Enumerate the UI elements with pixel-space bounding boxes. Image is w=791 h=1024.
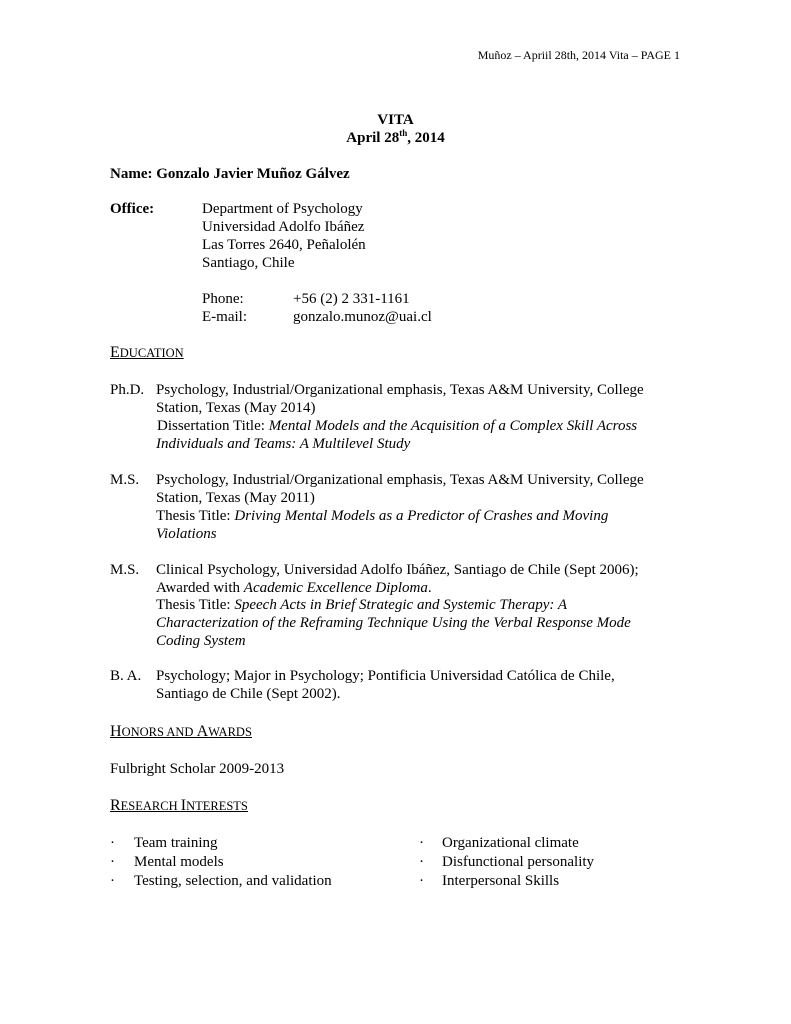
document-date: April 28th, 2014 xyxy=(346,128,445,146)
interest-item: Disfunctional personality xyxy=(442,854,595,870)
degree-label: B. A. xyxy=(110,668,142,684)
degree-detail: Station, Texas (May 2014) xyxy=(156,400,316,416)
phone-value: +56 (2) 2 331-1161 xyxy=(293,291,410,307)
interest-item: Mental models xyxy=(134,854,224,870)
office-line: Las Torres 2640, Peñalolén xyxy=(202,237,366,253)
office-label: Office: xyxy=(110,201,155,217)
section-heading-honors: HONORS AND AWARDS xyxy=(110,723,252,740)
bullet-icon: · xyxy=(110,873,115,889)
phone-label: Phone: xyxy=(202,291,244,307)
thesis-title: Thesis Title: Speech Acts in Brief Strategic and Systemic Therapy: A xyxy=(156,597,568,613)
email-label: E-mail: xyxy=(202,309,247,325)
degree-label: M.S. xyxy=(110,472,140,488)
full-name: Name: Gonzalo Javier Muñoz Gálvez xyxy=(110,166,350,182)
interest-item: Organizational climate xyxy=(442,835,579,851)
thesis-title-cont: Violations xyxy=(156,526,217,542)
degree-detail: Psychology, Industrial/Organizational emphasis, Texas A&M University, College xyxy=(156,472,644,488)
degree-detail: Station, Texas (May 2011) xyxy=(156,490,315,506)
office-line: Department of Psychology xyxy=(202,201,363,217)
dissertation-title: Dissertation Title: Mental Models and the Acquisition of a Complex Skill Across xyxy=(157,418,638,434)
interest-item: Team training xyxy=(134,835,218,851)
interest-item: Testing, selection, and validation xyxy=(134,873,332,889)
honor-item: Fulbright Scholar 2009-2013 xyxy=(110,761,285,777)
award-line: Awarded with Academic Excellence Diploma. xyxy=(156,580,432,596)
document-title: VITA xyxy=(377,112,414,128)
degree-label: Ph.D. xyxy=(110,382,145,398)
dissertation-title-cont: Individuals and Teams: A Multilevel Study xyxy=(156,436,411,452)
section-heading-education: EDUCATION xyxy=(110,344,184,361)
interest-item: Interpersonal Skills xyxy=(442,873,560,889)
bullet-icon: · xyxy=(419,854,424,870)
degree-detail: Santiago de Chile (Sept 2002). xyxy=(156,686,341,702)
running-header: Muñoz – Apriil 28th, 2014 Vita – PAGE 1 xyxy=(477,48,680,62)
thesis-title-cont: Coding System xyxy=(156,633,246,649)
degree-label: M.S. xyxy=(110,562,140,578)
degree-detail: Clinical Psychology, Universidad Adolfo Ibáñez, Santiago de Chile (Sept 2006); xyxy=(156,562,639,578)
email-link[interactable]: gonzalo.munoz@uai.cl xyxy=(293,309,432,325)
bullet-icon: · xyxy=(110,835,115,851)
office-line: Santiago, Chile xyxy=(202,255,295,271)
office-line: Universidad Adolfo Ibáñez xyxy=(202,219,365,235)
section-heading-research: RESEARCH INTERESTS xyxy=(110,797,248,814)
degree-detail: Psychology, Industrial/Organizational emphasis, Texas A&M University, College xyxy=(156,382,644,398)
bullet-icon: · xyxy=(419,835,424,851)
thesis-title-cont: Characterization of the Reframing Technique Using the Verbal Response Mode xyxy=(156,615,631,631)
bullet-icon: · xyxy=(110,854,115,870)
degree-detail: Psychology; Major in Psychology; Pontificia Universidad Católica de Chile, xyxy=(156,668,615,684)
thesis-title: Thesis Title: Driving Mental Models as a Predictor of Crashes and Moving xyxy=(156,508,609,524)
bullet-icon: · xyxy=(419,873,424,889)
